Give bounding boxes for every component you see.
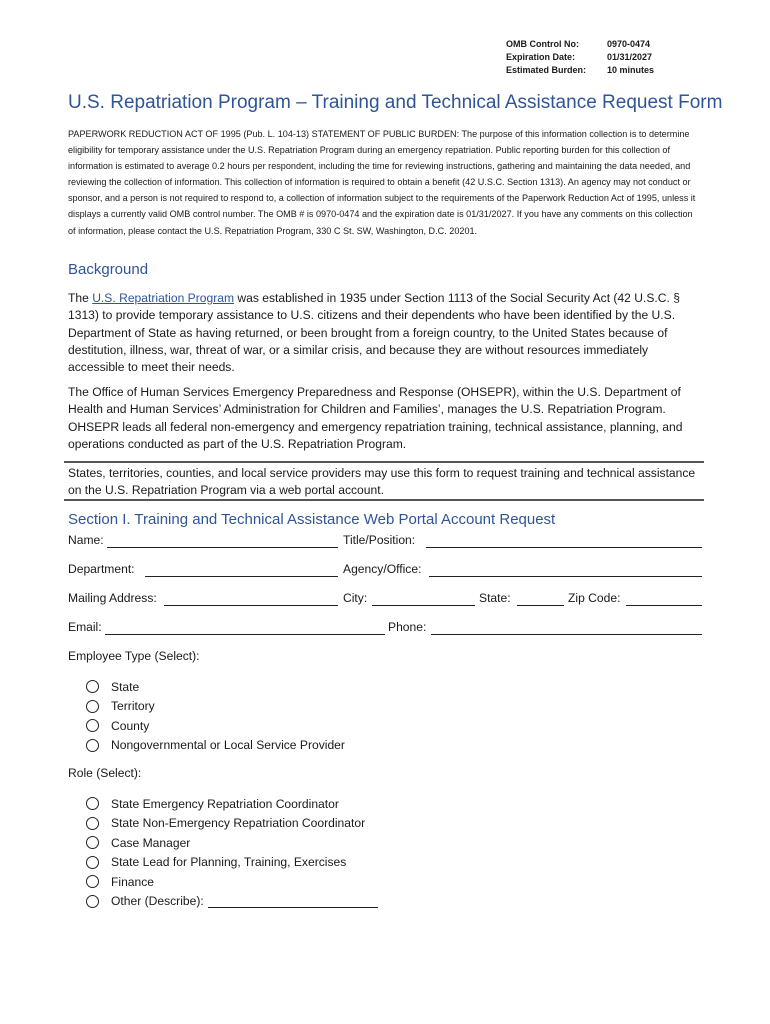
burden-value: 10 minutes — [607, 65, 655, 75]
option-label: State — [111, 679, 140, 694]
bg-p1-rest: was established in 1935 under Section 1113 of the Social Security Act (42 U.S.C. § 1313) to provide temporary assistance to U.S. citizens and their dependents who have been identified by the U.S. Department of State as having returned, or been brought from a foreign country, to the United States because of destitution, illness, war, threat of war, or a similar crisis, and because they are without resources immediately accessible to meet their needs. — [68, 291, 680, 375]
radio-button[interactable] — [86, 856, 99, 869]
radio-button[interactable] — [86, 700, 99, 713]
omb-info — [506, 38, 654, 77]
name-label: Name: — [68, 533, 104, 547]
phone-label: Phone: — [388, 620, 427, 634]
role-option[interactable] — [86, 853, 378, 873]
employee-type-option[interactable] — [86, 677, 345, 697]
zip-code-label: Zip Code: — [568, 591, 621, 605]
option-label: State Emergency Repatriation Coordinator — [111, 796, 339, 811]
role-options — [86, 794, 378, 911]
bg-p1-prefix: The — [68, 291, 93, 305]
name-field[interactable] — [107, 547, 338, 548]
radio-button[interactable] — [86, 817, 99, 830]
omb-control-value: 0970-0474 — [607, 39, 651, 49]
option-label: State Lead for Planning, Training, Exercises — [111, 855, 347, 870]
title-position-field[interactable] — [426, 547, 702, 548]
other-describe-field[interactable] — [208, 895, 378, 908]
option-label: Case Manager — [111, 835, 191, 850]
department-label: Department: — [68, 562, 135, 576]
mailing-address-field[interactable] — [164, 605, 338, 606]
mailing-address-label: Mailing Address: — [68, 591, 157, 605]
background-heading: Background — [68, 261, 149, 278]
option-label: Finance — [111, 874, 155, 889]
radio-button[interactable] — [86, 719, 99, 732]
expiration-value: 01/31/2027 — [607, 52, 653, 62]
other-describe-label: Other (Describe): — [111, 894, 204, 909]
expiration-label: Expiration Date: — [506, 52, 576, 62]
phone-field[interactable] — [431, 634, 702, 635]
radio-button[interactable] — [86, 895, 99, 908]
section-1-heading: Section I. Training and Technical Assistance Web Portal Account Request — [68, 511, 556, 528]
city-field[interactable] — [372, 605, 475, 606]
agency-office-label: Agency/Office: — [343, 562, 422, 576]
radio-button[interactable] — [86, 739, 99, 752]
burden-label: Estimated Burden: — [506, 65, 587, 75]
email-label: Email: — [68, 620, 102, 634]
state-label: State: — [479, 591, 511, 605]
option-label: State Non-Emergency Repatriation Coordinator — [111, 816, 366, 831]
city-label: City: — [343, 591, 368, 605]
option-label: County — [111, 718, 150, 733]
department-field[interactable] — [145, 576, 338, 577]
radio-button[interactable] — [86, 680, 99, 693]
role-option[interactable] — [86, 872, 378, 892]
option-label: Nongovernmental or Local Service Provider — [111, 738, 345, 753]
radio-button[interactable] — [86, 797, 99, 810]
radio-button[interactable] — [86, 875, 99, 888]
employee-type-options — [86, 677, 345, 755]
radio-button[interactable] — [86, 836, 99, 849]
email-field[interactable] — [105, 634, 385, 635]
employee-type-option[interactable] — [86, 697, 345, 717]
role-option[interactable] — [86, 833, 378, 853]
repatriation-program-link[interactable]: U.S. Repatriation Program — [92, 291, 235, 305]
employee-type-label: Employee Type (Select): — [68, 649, 200, 663]
role-option[interactable] — [86, 814, 378, 834]
agency-office-field[interactable] — [429, 576, 702, 577]
employee-type-option[interactable] — [86, 736, 345, 756]
zip-code-field[interactable] — [626, 605, 702, 606]
omb-control-label: OMB Control No: — [506, 39, 579, 49]
employee-type-option[interactable] — [86, 716, 345, 736]
notice-text: States, territories, counties, and local service providers may use this form to request training and technical assistance on the U.S. Repatriation Program via a web portal account. — [68, 466, 696, 498]
notice-box — [64, 461, 704, 501]
form-title: U.S. Repatriation Program – Training and Technical Assistance Request Form — [68, 92, 723, 113]
pra-statement: PAPERWORK REDUCTION ACT OF 1995 (Pub. L. 104-13) STATEMENT OF PUBLIC BURDEN: The purpose of this information collection is to determine eligibility for temporary assistance under the U.S. Repatriation Program during an emergency repatriation. Public reporting burden for this collection of information is estimated to average 0.2 hours per respondent, including the time for reviewing instructions, gathering and maintaining the data needed, and reviewing the collection of information. This collection of information is required to obtain a benefit (42 U.S.C. Section 1313). An agency may not conduct or sponsor, and a person is not required to respond to, a collection of information subject to the requirements of the Paperwork Reduction Act of 1995, unless it displays a currently valid OMB control number. The OMB # is 0970-0474 and the expiration date is 01/31/2027. If you have any comments on this collection of information, please contact the U.S. Repatriation Program, 330 C St. SW, Washington, D.C. 20201. — [68, 129, 696, 236]
option-label: Territory — [111, 699, 155, 714]
role-label: Role (Select): — [68, 766, 142, 780]
role-option[interactable] — [86, 794, 378, 814]
state-field[interactable] — [517, 605, 564, 606]
title-position-label: Title/Position: — [343, 533, 416, 547]
background-paragraph-1 — [68, 290, 702, 376]
role-option-other[interactable] — [86, 892, 378, 912]
background-paragraph-2: The Office of Human Services Emergency Preparedness and Response (OHSEPR), within the U.S. Department of Health and Human Services’ Administration for Children and Families’, manages the U.S. Repatriation Program. OHSEPR leads all federal non-emergency and emergency repatriation training, technical assistance, planning, and operations conducted as part of the U.S. Repatriation Program. — [68, 385, 683, 451]
